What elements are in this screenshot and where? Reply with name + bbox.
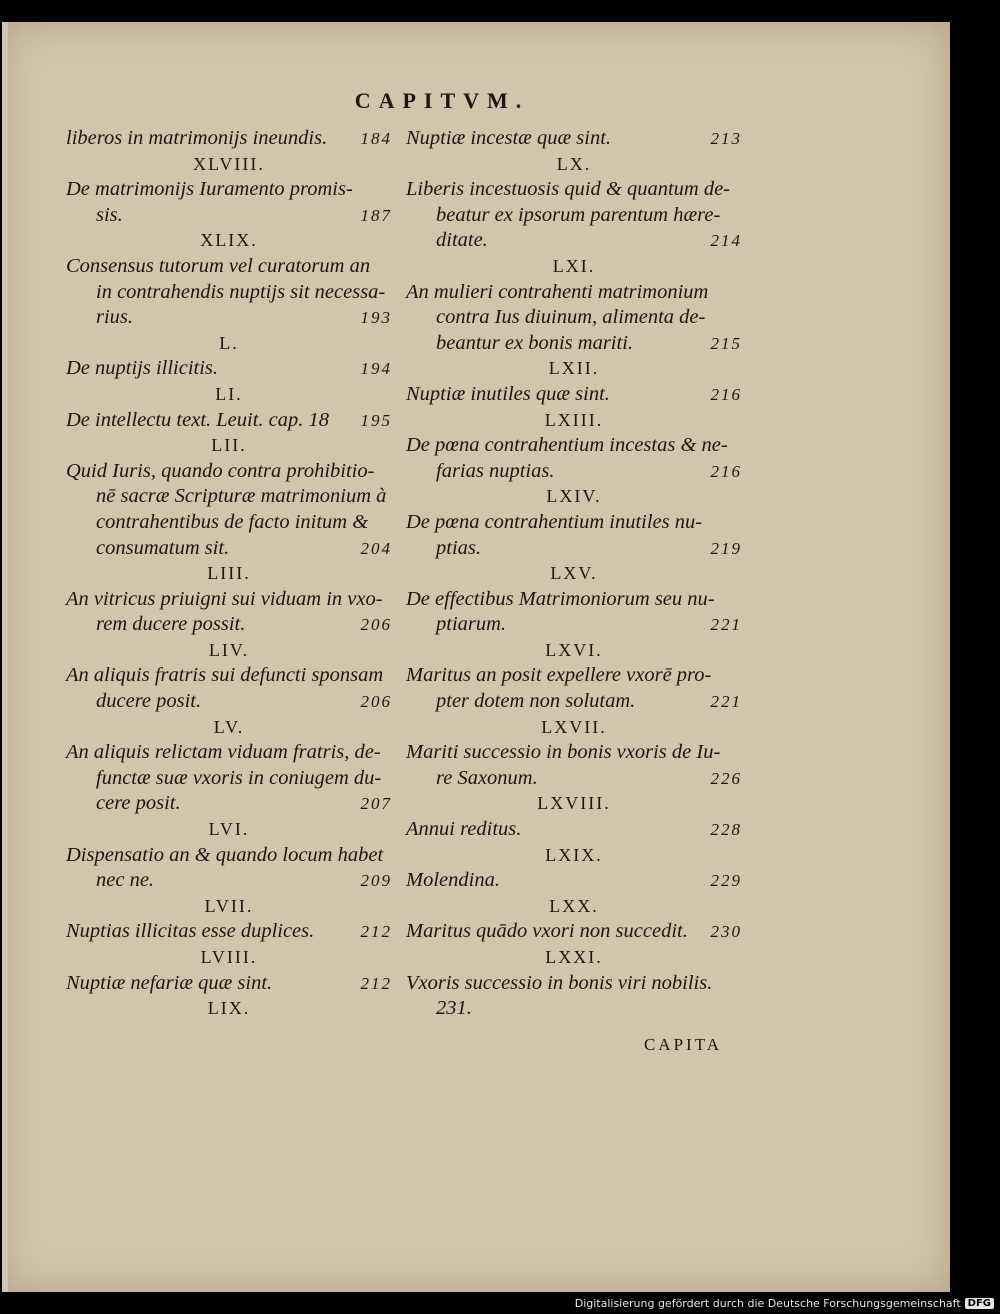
entry-text: Maritus quādo vxori non succedit. [406, 920, 688, 943]
index-entry [406, 510, 742, 561]
page-number: 209 [360, 871, 392, 891]
chapter-number: LXI. [552, 255, 596, 276]
chapter-number: LIV. [208, 639, 250, 660]
entry-text: Nuptiæ incestæ quæ sint. [406, 127, 612, 149]
entry-text: consumatum sit. [96, 536, 230, 559]
chapter-number: LIII. [207, 563, 251, 584]
entry-line [66, 305, 392, 331]
index-entry [406, 817, 742, 843]
entry-line [66, 126, 392, 152]
entry-line [66, 177, 392, 203]
footer-credit [575, 1297, 994, 1310]
entry-text: cere posit. [96, 792, 181, 815]
chapter-number: LXXI. [545, 947, 603, 967]
entry-text: nec ne. [96, 869, 155, 892]
entry-text: Nuptias illicitas esse duplices. [66, 920, 315, 943]
entry-line [66, 919, 392, 945]
entry-line [66, 971, 392, 997]
entry-line [406, 971, 742, 997]
entry-line [66, 663, 392, 689]
entry-text: Liberis incestuosis quid & quantum de- [406, 178, 731, 201]
chapter-number: L. [219, 332, 239, 353]
chapter-number: LXVII. [541, 716, 607, 737]
entry-text: An aliquis relictam viduam fratris, de- [66, 741, 381, 764]
index-entry [66, 587, 392, 638]
index-entry [406, 382, 742, 408]
entry-line [66, 766, 392, 792]
entry-line [66, 868, 392, 894]
entry-text: rem ducere possit. [96, 613, 246, 636]
entry-line [66, 484, 392, 510]
entry-text: beatur ex ipsorum parentum hære- [436, 203, 721, 226]
index-entry [66, 126, 392, 152]
chapter-number: LX. [556, 153, 592, 174]
entry-text: Maritus an posit expellere vxorē pro- [406, 664, 712, 687]
entry-text: Consensus tutorum vel curatorum an [66, 254, 371, 277]
dfg-logo: DFG [965, 1298, 994, 1309]
entry-text: 231. [436, 997, 472, 1020]
entry-line [406, 228, 742, 254]
entry-text: Dispensatio an & quando locum habet [66, 843, 384, 866]
page-number: 221 [710, 615, 742, 635]
entry-line [406, 280, 742, 306]
page-number: 216 [710, 384, 742, 404]
entry-text: De effectibus Matrimoniorum seu nu- [406, 587, 715, 610]
entry-line [406, 433, 742, 459]
index-entry [406, 126, 742, 152]
page-number: 195 [360, 410, 392, 430]
left-column [66, 126, 392, 1022]
entry-text: ptiarum. [436, 613, 507, 636]
entry-line [406, 817, 742, 843]
index-entry [406, 740, 742, 791]
running-head: CAPITVM. [354, 88, 530, 113]
page-number: 194 [360, 359, 392, 379]
page-number: 207 [360, 794, 392, 814]
entry-text: farias nuptias. [436, 459, 555, 482]
chapter-number: LXV. [550, 563, 598, 584]
entry-line [406, 689, 742, 715]
entry-line [66, 408, 392, 434]
chapter-number: LVIII. [200, 947, 258, 967]
index-entry [66, 919, 392, 945]
chapter-number: LXIX. [545, 844, 603, 865]
chapter-number: LI. [215, 383, 243, 404]
page-number: 193 [360, 308, 392, 328]
entry-line [406, 919, 742, 945]
entry-text: sis. [96, 203, 123, 226]
index-entry [66, 177, 392, 228]
entry-text: ducere posit. [96, 690, 202, 713]
entry-text: Annui reditus. [406, 818, 522, 841]
entry-text: contrahentibus de facto initum & [96, 510, 369, 533]
chapter-number: LV. [213, 716, 245, 737]
index-entry [406, 663, 742, 714]
entry-text: pter dotem non solutam. [436, 690, 636, 713]
index-entry [66, 740, 392, 817]
catchword: CAPITA [643, 1034, 722, 1054]
entry-text: Nuptiæ nefariæ quæ sint. [66, 971, 273, 994]
index-entry [66, 663, 392, 714]
entry-line [406, 996, 742, 1022]
entry-line [406, 126, 742, 152]
index-entry [406, 280, 742, 357]
entry-line [66, 689, 392, 715]
chapter-number: LXVIII. [537, 793, 611, 814]
entry-line [406, 382, 742, 408]
right-column [406, 126, 742, 1057]
entry-line [66, 254, 392, 280]
page-spine-edge [2, 22, 8, 1292]
entry-line [406, 331, 742, 357]
entry-line [66, 536, 392, 562]
entry-text: De nuptijs illicitis. [66, 357, 219, 380]
entry-line [66, 740, 392, 766]
entry-line [406, 663, 742, 689]
index-entry [66, 843, 392, 894]
footer-text: Digitalisierung gefördert durch die Deutsche Forschungsgemeinschaft [574, 1297, 961, 1310]
page-number: 228 [710, 820, 742, 840]
entry-text: De intellectu text. Leuit. cap. 18 [66, 408, 330, 431]
entry-line [66, 510, 392, 536]
entry-line [66, 612, 392, 638]
page-number: 213 [710, 129, 742, 148]
page-number: 230 [710, 922, 742, 942]
index-entry [406, 433, 742, 484]
page-number: 206 [360, 692, 392, 712]
page-number: 219 [710, 538, 742, 558]
index-entry [66, 254, 392, 331]
page-number: 187 [360, 205, 392, 225]
entry-line [406, 459, 742, 485]
index-entry [66, 971, 392, 997]
entry-line [66, 459, 392, 485]
entry-line [406, 536, 742, 562]
page-number: 214 [710, 231, 742, 251]
chapter-number: XLIX. [200, 230, 258, 251]
entry-text: De pœna contrahentium incestas & ne- [406, 434, 728, 457]
index-entry [406, 919, 742, 945]
entry-text: liberos in matrimonijs ineundis. [66, 127, 328, 149]
entry-text: An aliquis fratris sui defuncti sponsam [66, 664, 384, 687]
chapter-number: LIX. [207, 998, 251, 1019]
entry-line [406, 766, 742, 792]
chapter-number: LVI. [208, 819, 250, 840]
index-entry [406, 971, 742, 1022]
entry-line [406, 740, 742, 766]
chapter-number: LXVI. [545, 639, 603, 660]
entry-line [406, 203, 742, 229]
chapter-number: LXX. [549, 895, 599, 916]
entry-text: ptias. [436, 536, 481, 559]
index-entry [66, 459, 392, 561]
entry-text: in contrahendis nuptijs sit necessa- [96, 280, 386, 303]
entry-text: Nuptiæ inutiles quæ sint. [406, 382, 610, 405]
entry-line [66, 203, 392, 229]
entry-text: contra Ius diuinum, alimenta de- [436, 306, 706, 329]
page-number: 212 [360, 922, 392, 942]
entry-text: Quid Iuris, quando contra prohibitio- [66, 459, 375, 482]
page-number: 212 [360, 973, 392, 993]
entry-text: Molendina. [406, 869, 500, 892]
page-number: 204 [360, 538, 392, 558]
book-page [2, 22, 950, 1292]
entry-line [406, 510, 742, 536]
entry-line [406, 587, 742, 613]
entry-text: ditate. [436, 229, 488, 252]
chapter-number: LXIII. [544, 409, 604, 430]
entry-text: An mulieri contrahenti matrimonium [406, 280, 709, 303]
entry-line [406, 177, 742, 203]
entry-text: beantur ex bonis mariti. [436, 331, 634, 354]
page-number: 229 [710, 871, 742, 891]
entry-text: nē sacræ Scripturæ matrimonium à [96, 485, 387, 508]
entry-line [66, 843, 392, 869]
chapter-number: LII. [211, 435, 247, 456]
entry-line [406, 305, 742, 331]
page-number: 206 [360, 615, 392, 635]
entry-line [66, 791, 392, 817]
index-entry [406, 868, 742, 894]
page-number: 216 [710, 461, 742, 481]
page-number: 221 [710, 692, 742, 712]
page-number: 215 [710, 333, 742, 353]
index-entry [406, 587, 742, 638]
entry-text: re Saxonum. [436, 766, 538, 789]
chapter-number: LXIV. [546, 486, 602, 507]
index-entry [66, 356, 392, 382]
chapter-number: XLVIII. [193, 153, 265, 174]
right-column-entries [406, 126, 742, 1022]
entry-line [406, 612, 742, 638]
entry-line [66, 356, 392, 382]
entry-text: An vitricus priuigni sui viduam in vxo- [66, 587, 383, 610]
index-entry [66, 408, 392, 434]
entry-text: rius. [96, 306, 134, 329]
entry-text: Vxoris successio in bonis viri nobilis. [406, 971, 713, 994]
entry-line [66, 280, 392, 306]
entry-text: De matrimonijs Iuramento promis- [66, 178, 353, 201]
entry-line [66, 587, 392, 613]
page-number: 226 [710, 768, 742, 788]
entry-line [406, 868, 742, 894]
entry-text: functæ suæ vxoris in coniugem du- [96, 766, 382, 789]
index-entry [406, 177, 742, 254]
chapter-number: LVII. [204, 895, 254, 916]
page-number: 184 [360, 129, 392, 148]
entry-text: Mariti successio in bonis vxoris de Iu- [406, 741, 721, 764]
chapter-number: LXII. [548, 358, 600, 379]
entry-text: De pœna contrahentium inutiles nu- [406, 510, 703, 533]
